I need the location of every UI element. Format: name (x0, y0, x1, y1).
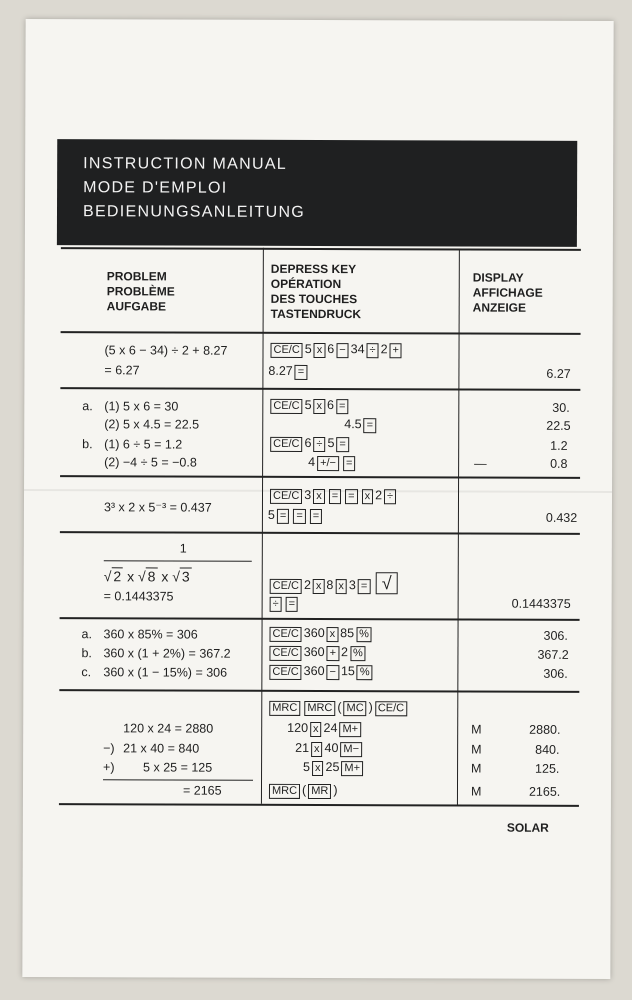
row5-problem: 360 x 85% = 306 (103, 627, 198, 642)
row2-problem: (2) −4 ÷ 5 = −0.8 (104, 455, 197, 470)
row2-keys: 4.5 = (344, 417, 378, 433)
table-rule (59, 803, 579, 807)
title-english: INSTRUCTION MANUAL (83, 155, 288, 173)
row1-keys-line1: CE/C 5 x 6 − 34 ÷ 2 + (268, 342, 404, 358)
row1-keys-line2: 8.27 = (268, 364, 309, 380)
row6-keys-last: MRC ( MR ) (267, 783, 338, 799)
row4-keys-line2: ÷ = (268, 596, 301, 612)
row2-problem: (1) 6 ÷ 5 = 1.2 (104, 437, 183, 452)
table-rule (61, 247, 581, 251)
fraction-bar (104, 560, 252, 562)
row6-keys: 5 x 25 M+ (303, 760, 365, 776)
row6-prefix: +) (103, 760, 115, 775)
row3-keys-line1: CE/C 3 x = = x 2 ÷ (268, 488, 398, 504)
memory-indicator: M (470, 784, 482, 799)
row4-display: 0.1443375 (511, 596, 571, 611)
memory-indicator: M (471, 722, 482, 737)
row5-display: 367.2 (537, 647, 569, 662)
row4-numerator: 1 (179, 541, 187, 556)
row5-display: 306. (543, 628, 568, 643)
title-banner (57, 139, 577, 247)
table-rule (61, 331, 581, 335)
table-rule (60, 531, 580, 535)
row4-keys-line1: CE/C 2 x 8 x 3 = √ (268, 572, 398, 594)
row2-keys: CE/C 5 x 6 = (268, 398, 350, 414)
row2-label-b: b. (82, 437, 93, 452)
instruction-card (22, 19, 613, 979)
row3-problem: 3³ x 2 x 5⁻³ = 0.437 (103, 500, 212, 515)
row5-problem: 360 x (1 + 2%) = 367.2 (103, 646, 231, 661)
memory-indicator: M (471, 742, 482, 757)
row2-keys: CE/C 6 ÷ 5 = (268, 436, 351, 452)
row2-display: 0.8 (550, 456, 568, 471)
table-rule (60, 475, 580, 479)
row6-problem: 120 x 24 = 2880 (123, 721, 214, 736)
header-keys: DEPRESS KEY OPÉRATION DES TOUCHES TASTENDRUCK (270, 261, 362, 322)
row5-label: c. (81, 665, 92, 680)
sum-line (103, 779, 253, 781)
row1-display: 6.27 (546, 366, 571, 381)
row6-problem: 5 x 25 = 125 (143, 760, 213, 775)
solar-label: SOLAR (506, 820, 549, 835)
row1-problem-line2: = 6.27 (104, 363, 140, 378)
row5-label: a. (81, 627, 92, 642)
memory-indicator: M (471, 761, 482, 776)
row2-display: 1.2 (550, 438, 568, 453)
row6-keys: 21 x 40 M− (295, 741, 364, 757)
row6-total: = 2165 (182, 783, 222, 798)
row5-problem: 360 x (1 − 15%) = 306 (103, 665, 228, 680)
row6-keys: 120 x 24 M+ (287, 721, 363, 737)
row5-keys: CE/C 360 x 85 % (268, 626, 374, 642)
title-french: MODE D'EMPLOI (83, 179, 228, 197)
instruction-table (59, 247, 581, 809)
table-rule (60, 617, 580, 621)
row6-keys-top: MRC MRC ( MC ) CE/C (267, 700, 409, 716)
row6-prefix: −) (103, 741, 115, 756)
row5-display: 306. (543, 666, 568, 681)
row6-display: 125. (535, 761, 560, 776)
row2-display: 30. (552, 400, 570, 415)
row2-keys: 4 +/− = (308, 455, 357, 471)
row3-keys-line2: 5 = = = (268, 508, 324, 524)
header-problem: PROBLEM PROBLÈME AUFGABE (106, 269, 175, 314)
sqrt-key-icon: √ (376, 572, 398, 594)
row2-label-a: a. (82, 399, 93, 414)
row6-display: 840. (535, 742, 560, 757)
row4-denominator: √ 2 x √ 8 x √ 3 (104, 567, 192, 584)
row2-display: 22.5 (546, 418, 571, 433)
row4-result: = 0.1443375 (103, 589, 174, 604)
header-display: DISPLAY AFFICHAGE ANZEIGE (472, 270, 543, 315)
row3-display: 0.432 (545, 510, 578, 525)
row2-problem: (1) 5 x 6 = 30 (104, 399, 179, 414)
title-german: BEDIENUNGSANLEITUNG (82, 203, 306, 221)
row2-problem: (2) 5 x 4.5 = 22.5 (104, 417, 200, 432)
row1-problem-line1: (5 x 6 − 34) ÷ 2 + 8.27 (104, 343, 228, 358)
row2-sign: — (474, 456, 487, 471)
table-rule (59, 689, 579, 693)
row5-label: b. (81, 646, 92, 661)
row6-display: 2165. (528, 784, 561, 799)
table-rule (60, 387, 580, 391)
row6-display: 2880. (529, 722, 561, 737)
row6-problem: 21 x 40 = 840 (123, 741, 200, 756)
row5-keys: CE/C 360 + 2 % (267, 645, 367, 661)
row5-keys: CE/C 360 − 15 % (267, 664, 374, 680)
